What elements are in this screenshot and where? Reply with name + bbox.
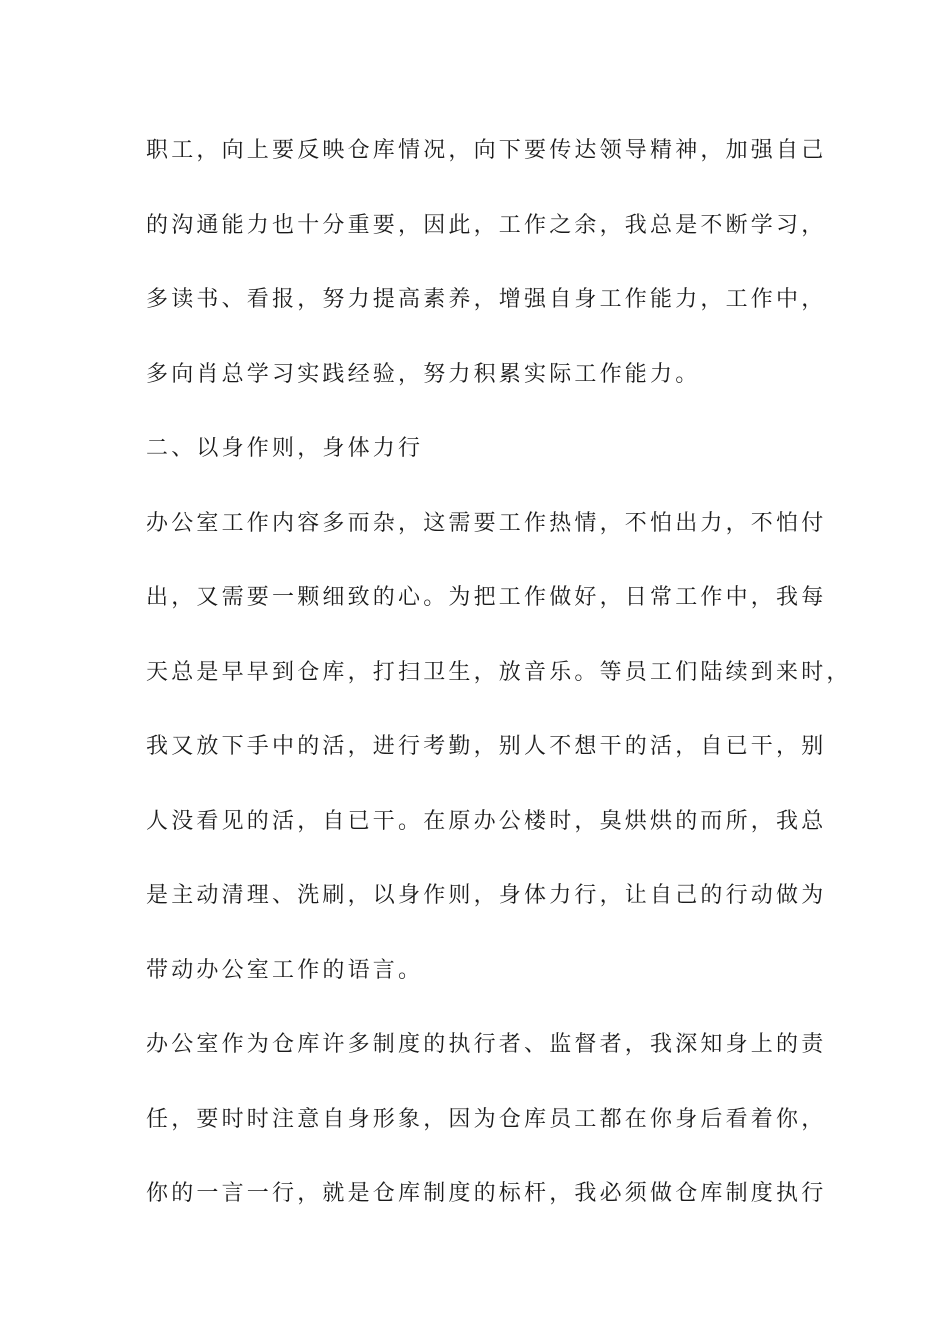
text-line: 带动办公室工作的语言。 — [146, 957, 424, 983]
text-line: 多读书、看报，努力提高素养，增强自身工作能力，工作中， — [146, 287, 827, 312]
text-line: 多向肖总学习实践经验，努力积累实际工作能力。 — [146, 361, 701, 387]
text-line: 办公室作为仓库许多制度的执行者、监督者，我深知身上的责 — [146, 1032, 827, 1057]
text-line: 任，要时时注意自身形象，因为仓库员工都在你身后看着你， — [146, 1106, 827, 1132]
text-line: 的沟通能力也十分重要，因此，工作之余，我总是不断学习， — [146, 212, 827, 238]
text-line: 是主动清理、洗刷，以身作则，身体力行，让自己的行动做为 — [146, 883, 827, 908]
text-line: 职工，向上要反映仓库情况，向下要传达领导精神，加强自己 — [146, 138, 827, 163]
text-line: 天总是早早到仓库，打扫卫生，放音乐。等员工们陆续到来时， — [146, 659, 852, 685]
text-line: 我又放下手中的活，进行考勤，别人不想干的活，自已干，别 — [146, 734, 827, 759]
section-heading: 二、以身作则，身体力行 — [146, 436, 424, 461]
text-line: 人没看见的活，自已干。在原办公楼时，臭烘烘的而所，我总 — [146, 808, 827, 834]
text-line: 出，又需要一颗细致的心。为把工作做好，日常工作中，我每 — [146, 585, 827, 610]
body-text — [146, 133, 852, 1251]
text-line: 你的一言一行，就是仓库制度的标杆，我必须做仓库制度执行 — [146, 1181, 827, 1206]
text-line: 办公室工作内容多而杂，这需要工作热情，不怕出力，不怕付 — [146, 510, 827, 536]
